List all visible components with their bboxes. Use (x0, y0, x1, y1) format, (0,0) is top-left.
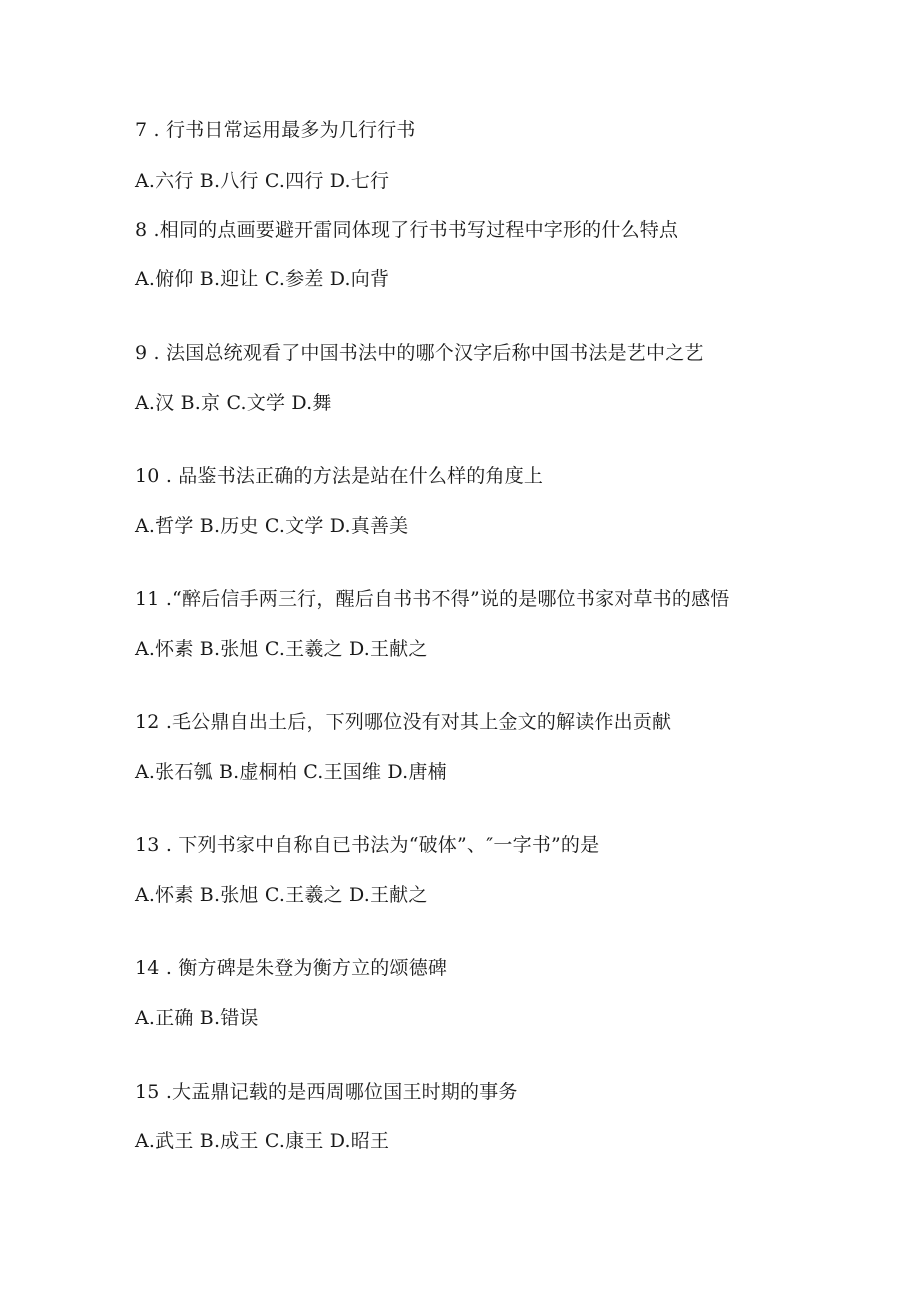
question-10-options: A.哲学 B.历史 C.文学 D.真善美 (135, 515, 409, 537)
question-9-text: 9 . 法国总统观看了中国书法中的哪个汉字后称中国书法是艺中之艺 (135, 342, 704, 364)
question-12-text: 12 .毛公鼎自出土后，下列哪位没有对其上金文的解读作出贡献 (135, 711, 672, 733)
question-7-options: A.六行 B.八行 C.四行 D.七行 (135, 170, 390, 192)
question-7-text: 7 . 行书日常运用最多为几行行书 (135, 119, 416, 141)
question-13-options: A.怀素 B.张旭 C.王羲之 D.王献之 (135, 884, 428, 906)
question-8-options: A.俯仰 B.迎让 C.参差 D.向背 (135, 268, 390, 290)
question-8-text: 8 .相同的点画要避开雷同体现了行书书写过程中字形的什么特点 (135, 219, 679, 241)
question-15-options: A.武王 B.成王 C.康王 D.昭王 (135, 1130, 390, 1152)
question-13-text: 13 . 下列书家中自称自已书法为“破体”、″一字书”的是 (135, 834, 600, 856)
question-12-options: A.张石瓠 B.虚桐柏 C.王国维 D.唐楠 (135, 761, 447, 783)
question-15-text: 15 .大盂鼎记载的是西周哪位国王时期的事务 (135, 1081, 518, 1103)
question-14-options: A.正确 B.错误 (135, 1007, 259, 1029)
question-11-options: A.怀素 B.张旭 C.王羲之 D.王献之 (135, 638, 428, 660)
question-11-text: 11 .“醉后信手两三行，醒后自书书不得”说的是哪位书家对草书的感悟 (135, 588, 730, 610)
question-10-text: 10 . 品鉴书法正确的方法是站在什么样的角度上 (135, 465, 544, 487)
question-9-options: A.汉 B.京 C.文学 D.舞 (135, 392, 332, 414)
question-14-text: 14 . 衡方碑是朱登为衡方立的颂德碑 (135, 957, 448, 979)
